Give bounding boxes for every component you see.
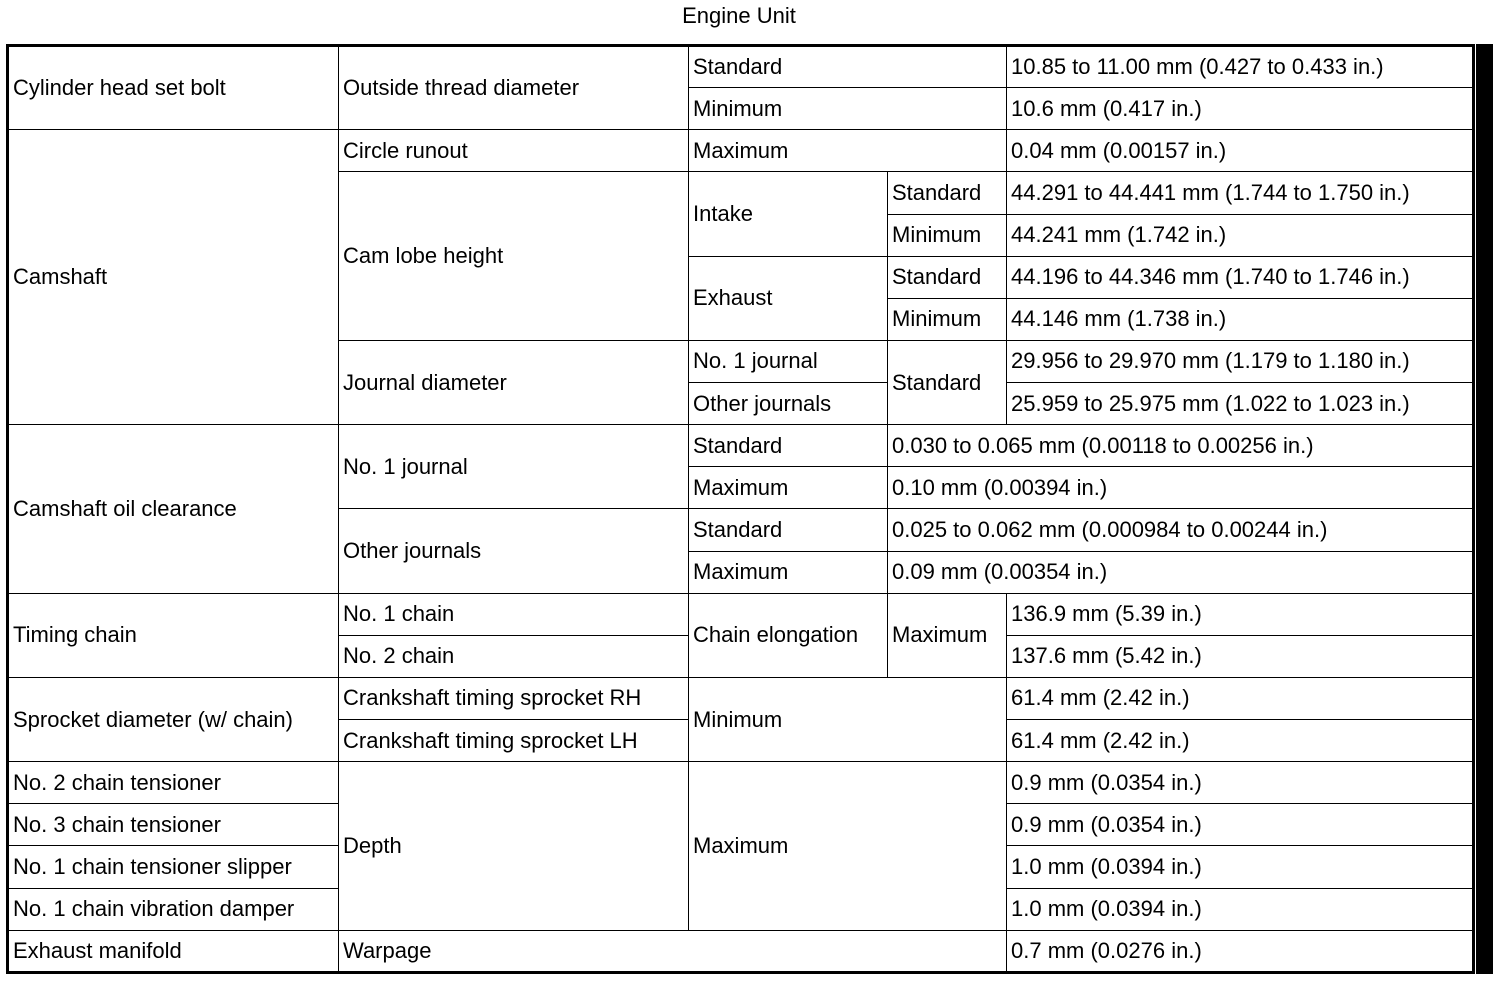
- param-cam-lobe-height: Cam lobe height: [339, 172, 689, 341]
- scan-edge-bar: [1476, 44, 1493, 974]
- item-tensioner: No. 2 chain tensioner: [8, 762, 339, 804]
- value-cell: 0.09 mm (0.00354 in.): [888, 551, 1474, 593]
- label-standard: Standard: [689, 46, 1007, 88]
- label-intake: Intake: [689, 172, 888, 256]
- engine-spec-table: [6, 44, 1475, 974]
- table-row: [8, 425, 1474, 467]
- param-depth: Depth: [339, 762, 689, 931]
- value-cell: 1.0 mm (0.0394 in.): [1007, 888, 1474, 930]
- item-tensioner: No. 3 chain tensioner: [8, 804, 339, 846]
- value-cell: 0.04 mm (0.00157 in.): [1007, 130, 1474, 172]
- label-standard: Standard: [689, 425, 888, 467]
- param-circle-runout: Circle runout: [339, 130, 689, 172]
- page-title: Engine Unit: [682, 3, 796, 28]
- label-standard: Standard: [888, 172, 1007, 214]
- param-no2-chain: No. 2 chain: [339, 635, 689, 677]
- label-minimum: Minimum: [689, 88, 1007, 130]
- value-cell: 29.956 to 29.970 mm (1.179 to 1.180 in.): [1007, 340, 1474, 382]
- value-cell: 25.959 to 25.975 mm (1.022 to 1.023 in.): [1007, 383, 1474, 425]
- value-cell: 0.7 mm (0.0276 in.): [1007, 930, 1474, 972]
- param-outside-thread-diameter: Outside thread diameter: [339, 46, 689, 130]
- param-no1-chain: No. 1 chain: [339, 593, 689, 635]
- value-cell: 10.6 mm (0.417 in.): [1007, 88, 1474, 130]
- label-minimum: Minimum: [689, 677, 1007, 761]
- item-cylinder-head-set-bolt: Cylinder head set bolt: [8, 46, 339, 130]
- value-cell: 136.9 mm (5.39 in.): [1007, 593, 1474, 635]
- table-row: [8, 593, 1474, 635]
- value-cell: 0.025 to 0.062 mm (0.000984 to 0.00244 in.): [888, 509, 1474, 551]
- item-timing-chain: Timing chain: [8, 593, 339, 677]
- value-cell: 61.4 mm (2.42 in.): [1007, 677, 1474, 719]
- value-cell: 10.85 to 11.00 mm (0.427 to 0.433 in.): [1007, 46, 1474, 88]
- table-row: [8, 930, 1474, 972]
- label-exhaust: Exhaust: [689, 256, 888, 340]
- value-cell: 0.9 mm (0.0354 in.): [1007, 804, 1474, 846]
- param-no1-journal: No. 1 journal: [339, 425, 689, 509]
- item-sprocket-diameter: Sprocket diameter (w/ chain): [8, 677, 339, 761]
- value-cell: 0.10 mm (0.00394 in.): [888, 467, 1474, 509]
- param-other-journals: Other journals: [339, 509, 689, 593]
- item-camshaft-oil-clearance: Camshaft oil clearance: [8, 425, 339, 594]
- label-maximum: Maximum: [689, 762, 1007, 931]
- value-cell: 44.241 mm (1.742 in.): [1007, 214, 1474, 256]
- label-maximum: Maximum: [689, 130, 1007, 172]
- label-standard: Standard: [689, 509, 888, 551]
- value-cell: 0.030 to 0.065 mm (0.00118 to 0.00256 in.): [888, 425, 1474, 467]
- param-journal-diameter: Journal diameter: [339, 340, 689, 424]
- label-other-journals: Other journals: [689, 383, 888, 425]
- label-maximum: Maximum: [689, 467, 888, 509]
- value-cell: 44.291 to 44.441 mm (1.744 to 1.750 in.): [1007, 172, 1474, 214]
- item-exhaust-manifold: Exhaust manifold: [8, 930, 339, 972]
- item-camshaft: Camshaft: [8, 130, 339, 425]
- table-row: [8, 130, 1474, 172]
- label-minimum: Minimum: [888, 298, 1007, 340]
- label-standard: Standard: [888, 256, 1007, 298]
- label-minimum: Minimum: [888, 214, 1007, 256]
- param-sprocket-rh: Crankshaft timing sprocket RH: [339, 677, 689, 719]
- item-tensioner: No. 1 chain vibration damper: [8, 888, 339, 930]
- item-tensioner: No. 1 chain tensioner slipper: [8, 846, 339, 888]
- label-no1-journal: No. 1 journal: [689, 340, 888, 382]
- value-cell: 44.146 mm (1.738 in.): [1007, 298, 1474, 340]
- param-sprocket-lh: Crankshaft timing sprocket LH: [339, 720, 689, 762]
- label-maximum: Maximum: [689, 551, 888, 593]
- value-cell: 61.4 mm (2.42 in.): [1007, 720, 1474, 762]
- value-cell: 0.9 mm (0.0354 in.): [1007, 762, 1474, 804]
- label-standard: Standard: [888, 340, 1007, 424]
- value-cell: 1.0 mm (0.0394 in.): [1007, 846, 1474, 888]
- table-row: [8, 762, 1474, 804]
- value-cell: 44.196 to 44.346 mm (1.740 to 1.746 in.): [1007, 256, 1474, 298]
- value-cell: 137.6 mm (5.42 in.): [1007, 635, 1474, 677]
- table-row: [8, 677, 1474, 719]
- label-chain-elongation: Chain elongation: [689, 593, 888, 677]
- param-warpage: Warpage: [339, 930, 1007, 972]
- label-maximum: Maximum: [888, 593, 1007, 677]
- table-row: [8, 46, 1474, 88]
